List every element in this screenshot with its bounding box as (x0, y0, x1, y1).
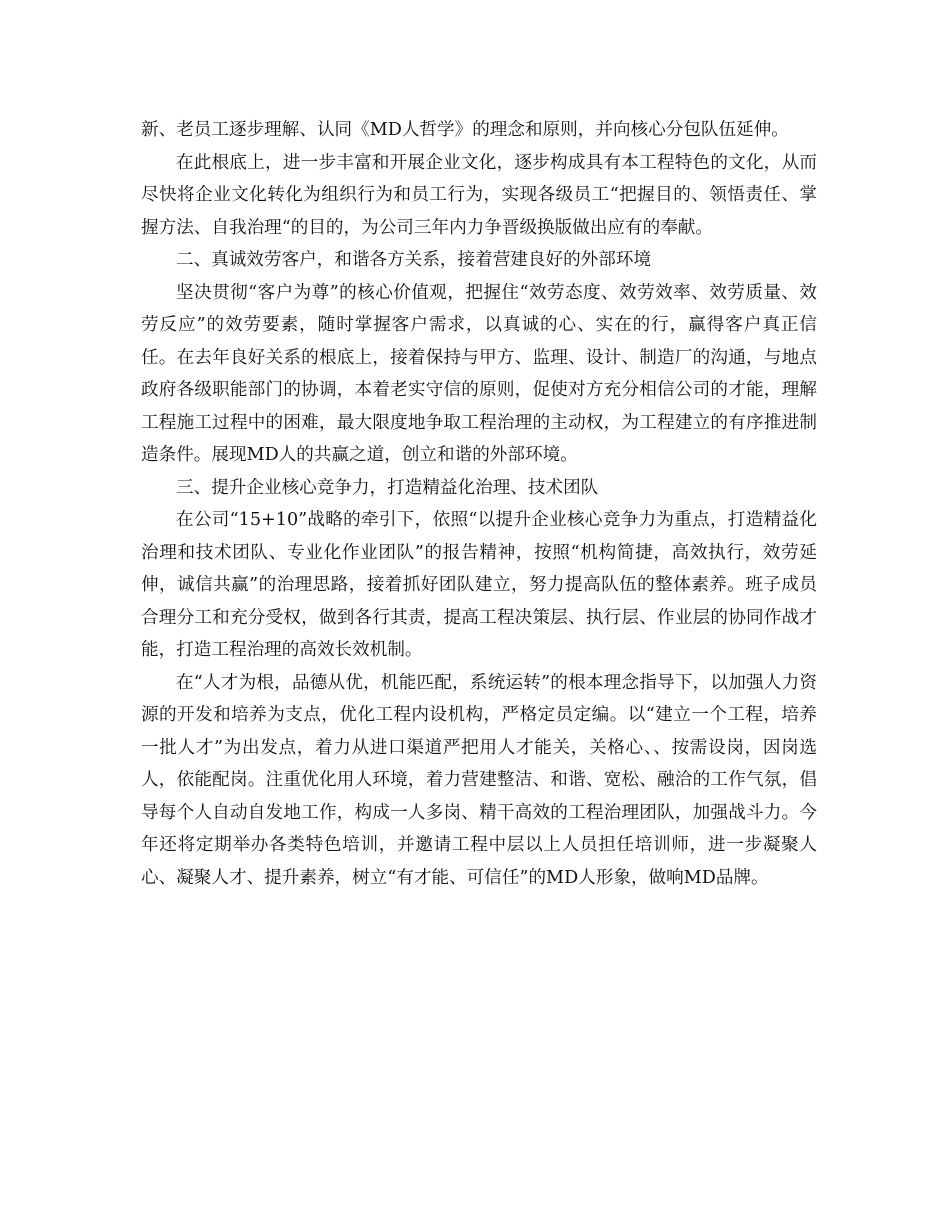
paragraph-5: 在“人才为根，品德从优，机能匹配，系统运转”的根本理念指导下，以加强人力资源的开发和培养为支点，优化工程内设机构，严格定员定编。以“建立一个工程，培养一批人才”为出发点，着力从进口渠道严把用人才能关，关格心、、按需设岗，因岗选人，依能配岗。注重优化用人环境，着力营建整洁、和谐、宽松、融洽的工作气氛，倡导每个人自动自发地工作，构成一人多岗、精干高效的工程治理团队，加强战斗力。今年还将定期举办各类特色培训，并邀请工程中层以上人员担任培训师，进一步凝聚人心、凝聚人才、提升素养，树立“有才能、可信任”的MD人形象，做响MD品牌。 (141, 672, 817, 888)
document-body (141, 114, 817, 894)
section-heading-2: 二、真诚效劳客户，和谐各方关系，接着营建良好的外部环境 (176, 250, 652, 270)
section-heading-3: 三、提升企业核心竞争力，打造精益化治理、技术团队 (176, 477, 599, 498)
paragraph-3: 坚决贯彻“客户为尊”的核心价值观，把握住“效劳态度、效劳效率、效劳质量、效劳反应”的效劳要素，随时掌握客户需求，以真诚的心、实在的行，赢得客户真正信任。在去年良好关系的根底上，接着保持与甲方、监理、设计、制造厂的沟通，与地点政府各级职能部门的协调，本着老实守信的原则，促使对方充分相信公司的才能，理解工程施工过程中的困难，最大限度地争取工程治理的主动权，为工程建立的有序推进制造条件。展现MD人的共赢之道，创立和谐的外部环境。 (141, 282, 817, 465)
paragraph-4: 在公司“15+10”战略的牵引下，依照“以提升企业核心竞争力为重点，打造精益化治理和技术团队、专业化作业团队”的报告精神，按照“机构简捷，高效执行，效劳延伸，诚信共赢”的治理思路，接着抓好团队建立，努力提高队伍的整体素养。班子成员合理分工和充分受权，做到各行其责，提高工程决策层、执行层、作业层的协同作战才能，打造工程治理的高效长效机制。 (141, 510, 817, 660)
paragraph-1: 新、老员工逐步理解、认同《MD人哲学》的理念和原则，并向核心分包队伍延伸。 (141, 120, 789, 140)
paragraph-2: 在此根底上，进一步丰富和开展企业文化，逐步构成具有本工程特色的文化，从而尽快将企业文化转化为组织行为和员工行为，实现各级员工“把握目的、领悟责任、掌握方法、自我治理“的目的，为公司三年内力争晋级换版做出应有的奉献。 (141, 152, 817, 238)
